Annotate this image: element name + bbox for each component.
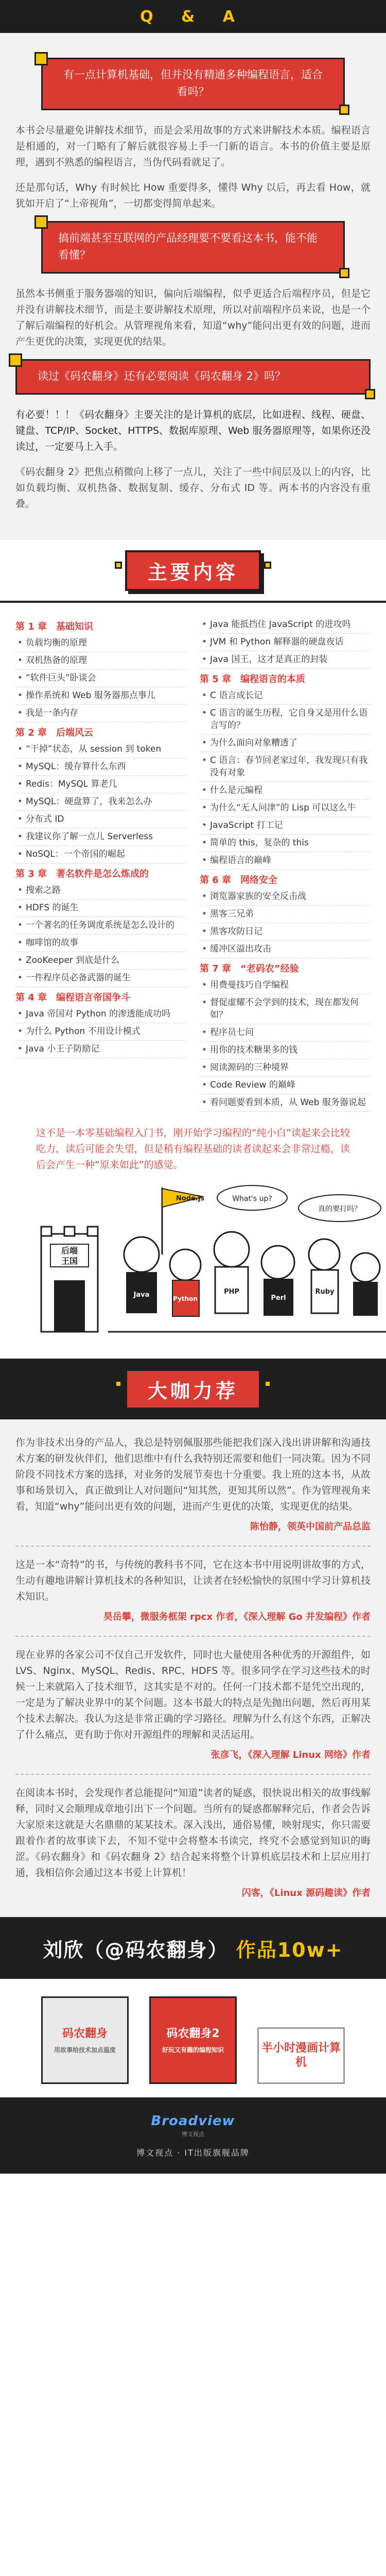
decor-square-icon <box>115 562 122 569</box>
recommendation-author: 闪客，《Linux 源码趣读》作者 <box>241 1888 371 1899</box>
footer <box>0 2097 386 2174</box>
toc-item: • 为什么“无人问津”的 Lisp 可以这么牛 <box>200 800 371 817</box>
toc-item: • 搜索之路 <box>15 882 186 900</box>
recommendation <box>15 1557 371 1624</box>
bubble-2-text: 真的要打吗？ <box>318 1205 361 1213</box>
recommendation-text: 这是一本“奇特”的书，与传统的教科书不同，它在这本书中用说明讲故事的方式，生动有趣地讲解计算机技术的各种知识，让读者在轻松愉快的氛围中学习计算机技术知识。 <box>15 1559 371 1602</box>
toc-item: • 看问题要看到本质，从 Web 服务器说起 <box>200 1094 371 1112</box>
question-1: 有一点计算机基础，但并没有精通多种编程语言，适合看吗？ <box>41 58 345 110</box>
divider <box>15 1774 371 1775</box>
comic-illustration <box>31 1177 361 1337</box>
answer-1-paragraph-2: 还是那句话，Why 有时候比 How 重要得多，懂得 Why 以后，再去看 How，就犹如开启了“上帝视角”，一切都变得简单起来。 <box>15 182 371 209</box>
toc-item: • 编程语言的巅峰 <box>200 852 371 870</box>
recommendation-text: 现在业界的各家公司不仅自己开发软件，同时也大量使用各种优秀的开源组件，如 LVS、Nginx、MySQL、Redis、RPC、HDFS 等。很多同学在学习这些技术的时候一上来就陷入了技术细节，这其实是不对的。任何一门技术都不是凭空出现的，一定是为了解决业界中的某个问题。这本书最大的特点是先抛出问题，然后再用某个技术去解决。我认为这是非常正确的学习路径。理解为什么有这个东西，正解决了什么痛点，更有助于你对开源组件的理解和灵活运用。 <box>15 1649 371 1740</box>
toc-item: • Code Review 的巅峰 <box>200 1077 371 1094</box>
toc-item: • 我建议你了解一点儿 Serverless <box>15 828 186 846</box>
decor-square-icon <box>264 1380 271 1387</box>
books-banner <box>0 1917 386 1979</box>
toc-chapter-title: 第 3 章 著名软件是怎么炼成的 <box>15 869 149 879</box>
toc-item: • MySQL：硬盘算了，我来怎么办 <box>15 793 186 811</box>
toc-item: • 为什么面向对象糟透了 <box>200 735 371 752</box>
book-cover <box>257 2027 345 2084</box>
recommend-banner <box>0 1359 386 1419</box>
bubble-1-text: What's up? <box>232 1195 272 1203</box>
books-title-author: 刘欣（@码农翻身） <box>43 1938 229 1961</box>
recommendation <box>15 1647 371 1762</box>
toc-banner <box>0 540 386 601</box>
answer-1-paragraph-1: 本书会尽量避免讲解技术细节，而是会采用故事的方式来讲解技术本质。编程语言是相通的，对一门略有了解后就很容易上手一门新的语言。本书的价值主要是原理，遇到不熟悉的编程语言，当伪代码看就足了。 <box>15 125 371 168</box>
toc-item: • 双机热备的原理 <box>15 652 186 670</box>
toc-item: • JVM 和 Python 解释器的硬盘夜话 <box>200 634 371 651</box>
toc-chapter-title: 第 6 章 网络安全 <box>200 875 278 886</box>
toc-section <box>0 601 386 1359</box>
toc-item: • “软件巨头”卧谈会 <box>15 670 186 687</box>
recommendation-author: 陈怡静，领英中国前产品总监 <box>250 1521 371 1532</box>
toc-item: • 为什么 Python 不用设计模式 <box>15 1023 186 1041</box>
recommendation <box>15 1785 371 1901</box>
answer-3 <box>15 407 371 512</box>
toc-item: • 分布式 ID <box>15 811 186 828</box>
toc-item: • “干掉”状态，从 session 到 token <box>15 741 186 758</box>
toc-item: • 黑客三兄弟 <box>200 906 371 923</box>
toc-item: • 一个著名的任务调度系统是怎么设计的 <box>15 917 186 935</box>
toc-item: • NoSQL：一个帝国的崛起 <box>15 846 186 863</box>
toc-item: • 缓冲区溢出攻击 <box>200 941 371 958</box>
publisher-logo-sub: 博文视点 <box>182 2130 204 2138</box>
answer-3-paragraph-1: 有必要！！！《码农翻身》主要关注的是计算机的底层，比如进程、线程、硬盘、键盘、TCP/IP、Socket、HTTPS、数据库原理、Web 服务器原理等，如果你还没读过，一定要马上入手。 <box>15 409 371 452</box>
book-subtitle: 用故事给技术加点温度 <box>54 2046 116 2054</box>
toc-banner-title <box>125 550 261 591</box>
toc-item: • 什么是元编程 <box>200 782 371 800</box>
toc-chapter-title: 第 7 章 “老码农”经验 <box>200 963 299 974</box>
toc-item: • 咖啡馆的故事 <box>15 935 186 952</box>
tag-java: Java <box>133 1291 150 1299</box>
answer-2 <box>15 286 371 350</box>
recommendation-text: 作为非技术出身的产品人，我总是特别佩服那些能把我们深入浅出讲讲解和沟通技术方案的研发伙伴们，他们思维中有什么我特别还需要和他们一同决策。因为不同阶段不同技术方案的选择，对业务的发展节奏也十分重要。我上班的这本书，从故事和场景切入，真正做到让人对问题问“知其然，更知其所以然”。作为管理视角来看，知道“why”能问出更有效的问题，进而产生更优的决策，实现更优的结果。 <box>15 1437 371 1512</box>
comic-svg <box>31 1177 386 1337</box>
toc-right-column <box>200 616 371 1112</box>
decor-square-icon <box>115 1380 122 1387</box>
publisher-logo: Broadview <box>151 2113 235 2129</box>
book-title: 码农翻身2 <box>166 2027 220 2040</box>
tag-python: Python <box>173 1295 198 1302</box>
toc-chapter-title: 第 1 章 基础知识 <box>15 621 94 632</box>
answer-2-paragraph-1: 虽然本书侧重于服务器端的知识，偏向后端编程，似乎更适合后端程序员，但是它并没有讲解技术细节，而是主要讲解技术原理，所以对前端程序员来说，也是一个了解后端编程的好机会。从管理视角来看，知道“why”能问出更有效的问题，进而产生更优的决策，实现更优的结果。 <box>15 288 371 347</box>
toc-item: • 简单的 this，复杂的 this <box>200 835 371 852</box>
toc-chapter-title: 第 2 章 后端风云 <box>15 727 94 738</box>
toc-item: • 操作系统和 Web 服务器那点事儿 <box>15 687 186 705</box>
footer-slogan: 博文视点 · IT出版旗舰品牌 <box>136 2147 250 2158</box>
toc-item: • 用你的技术糖果多的钱 <box>200 1042 371 1059</box>
toc-item: • 黑客攻防日记 <box>200 923 371 941</box>
toc-note: 这不是一本零基础编程入门书，刚开始学习编程的“纯小白”读起来会比较吃力，读后可能会失望，但是稍有编程基础的读者读起来会非常过瘾，读后会产生一种“原来如此”的感觉。 <box>36 1127 350 1171</box>
toc-item: • C 语言：春节回老家过年，我发现只有我没有对象 <box>200 752 371 782</box>
characters-group <box>108 1232 386 1332</box>
toc-item: • 阅读源码的三种境界 <box>200 1059 371 1077</box>
toc-item: • C 语言成长记 <box>200 687 371 705</box>
recommend-title: 大咖力荐 <box>147 1379 238 1402</box>
recommend-banner-title <box>125 1369 261 1410</box>
tag-perl: Perl <box>271 1294 286 1302</box>
toc-item: • 督促虚耀不会学到的技术，现在都发何如？ <box>200 994 371 1024</box>
question-3: 读过《码农翻身》还有必要阅读《码农翻身 2》吗？ <box>15 359 371 395</box>
toc-item: • 用费曼技巧自学编程 <box>200 977 371 994</box>
tag-php: PHP <box>224 1288 239 1296</box>
castle-label-line-1: 后端 <box>61 1246 78 1256</box>
toc-item: • Java 国王，这才是真正的封装 <box>200 651 371 669</box>
toc-title: 主要内容 <box>147 561 238 584</box>
qa-header <box>0 0 386 33</box>
castle-icon <box>41 1227 98 1332</box>
divider <box>15 1546 371 1547</box>
flag-label: Node.js <box>176 1195 205 1202</box>
recommendation-text: 在阅读本书时，会发现作者总能提问“知道”读者的疑惑，很快说出相关的故事线解释，同时又会顺理成章地引出下一个问题。当所有的疑惑都解释完后，作者会告诉大家原来这就是大名鼎鼎的某某技术。深入浅出，通俗易懂，映射现实，你只需要跟着作者的故事读下去，不知不觉中会将整本书读完，终究不会感觉到知识的晦涩。《码农翻身》和《码农翻身 2》结合起来将整个计算机底层技术和上层应用打通，我相信你会通过这本书爱上计算机！ <box>15 1787 371 1878</box>
toc-left-column <box>15 616 186 1112</box>
castle-label-line-2: 王国 <box>61 1256 78 1266</box>
book-title: 半小时漫画计算机 <box>261 2042 341 2069</box>
toc-item: • 浏览器家族的安全反击战 <box>200 888 371 906</box>
toc-item: • MySQL：缓存算什么东西 <box>15 758 186 776</box>
books-title <box>43 1934 343 1962</box>
toc-item: • Redis：MySQL 算老几 <box>15 776 186 793</box>
toc-item: • 一件程序员必备武器的诞生 <box>15 970 186 987</box>
toc-columns <box>15 616 371 1112</box>
books-area <box>0 1979 386 2097</box>
book-title: 码农翻身 <box>62 2027 108 2040</box>
recommendation-author: 昊岳攀，微服务框架 rpcx 作者，《深入理解 Go 并发编程》作者 <box>103 1612 371 1622</box>
tag-ruby: Ruby <box>315 1288 335 1296</box>
toc-chapter-title: 第 4 章 编程语言帝国争斗 <box>15 992 131 1003</box>
books-title-rest: 作品10w+ <box>236 1938 343 1961</box>
question-2: 搞前端甚至互联网的产品经理要不要看这本书，能不能看懂？ <box>41 221 345 274</box>
toc-item: • Java 能抵挡住 JavaScript 的进攻吗 <box>200 616 371 634</box>
book-subtitle: 好玩又有趣的编程知识 <box>162 2046 224 2054</box>
qa-section <box>0 33 386 540</box>
answer-1 <box>15 123 371 212</box>
toc-item: • HDFS 的诞生 <box>15 900 186 917</box>
book-cover <box>149 1996 237 2084</box>
toc-item: • ZooKeeper 到底是什么 <box>15 952 186 970</box>
toc-item: • JavaScript 打工记 <box>200 817 371 835</box>
toc-item: • Java 小王子防励记 <box>15 1041 186 1058</box>
toc-item: • 程序员七问 <box>200 1024 371 1042</box>
recommend-section <box>0 1419 386 1917</box>
recommendation-author: 张彦飞，《深入理解 Linux 网络》作者 <box>210 1750 371 1760</box>
toc-chapter-title: 第 5 章 编程语言的本质 <box>200 674 306 685</box>
toc-item: • C 语言的诞生历程，它自身又是用什么语言写的？ <box>200 705 371 735</box>
qa-title: Q & A <box>140 7 246 26</box>
toc-item: • Java 帝国对 Python 的渗透能成功吗 <box>15 1006 186 1023</box>
toc-item: • 我是一条内存 <box>15 705 186 722</box>
answer-3-paragraph-2: 《码农翻身 2》把焦点稍微向上移了一点儿，关注了一些中间层及以上的内容，比如负载均衡、双机热备、数据复制、缓存、分布式 ID 等。两本书的内容没有重叠。 <box>15 466 371 510</box>
decor-square-icon <box>264 562 271 569</box>
divider <box>15 1636 371 1637</box>
toc-item: • 负载均衡的原理 <box>15 635 186 652</box>
recommendation <box>15 1435 371 1534</box>
book-cover <box>41 1996 129 2084</box>
